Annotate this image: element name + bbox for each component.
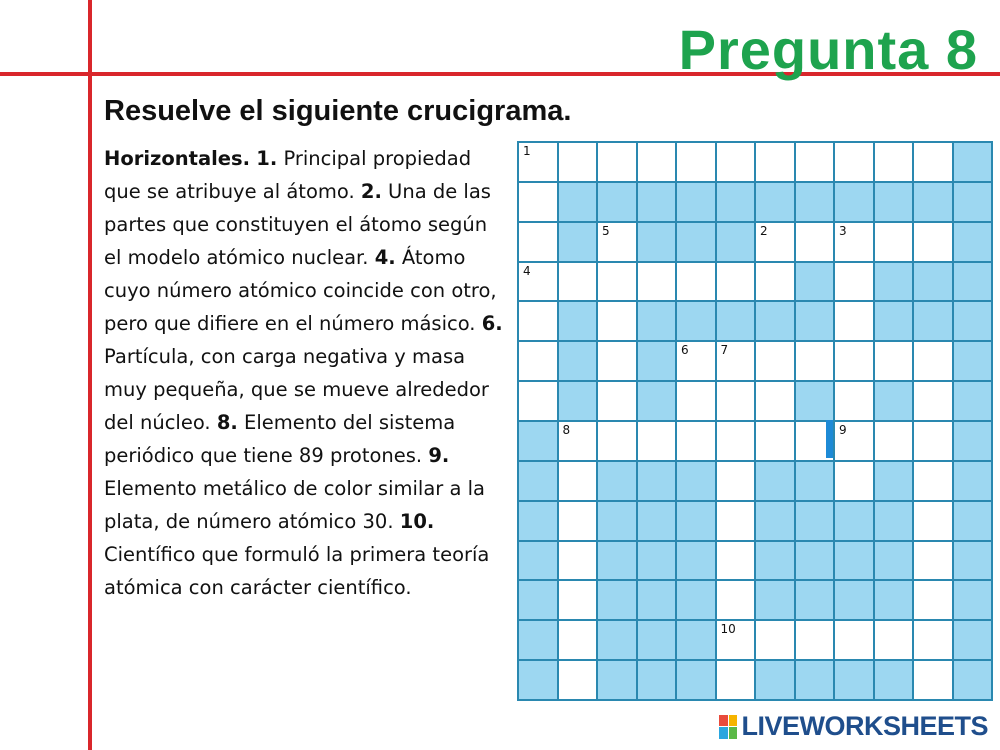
- crossword-answer-cell[interactable]: [519, 302, 557, 340]
- crossword-blocked-cell: [954, 143, 992, 181]
- crossword-blocked-cell: [598, 542, 636, 580]
- clue-number: 2.: [360, 180, 382, 203]
- crossword-answer-cell[interactable]: [914, 462, 952, 500]
- crossword-blocked-cell: [954, 342, 992, 380]
- crossword-blocked-cell: [875, 462, 913, 500]
- crossword-blocked-cell: [875, 263, 913, 301]
- crossword-blocked-cell: [796, 462, 834, 500]
- crossword-answer-cell[interactable]: [559, 462, 597, 500]
- logo-square: [729, 715, 738, 727]
- crossword-answer-cell[interactable]: [717, 263, 755, 301]
- crossword-blocked-cell: [835, 502, 873, 540]
- crossword-grid: [517, 141, 993, 701]
- crossword-answer-cell[interactable]: [559, 502, 597, 540]
- crossword-blocked-cell: [519, 581, 557, 619]
- crossword-blocked-cell: [796, 302, 834, 340]
- crossword-blocked-cell: [559, 223, 597, 261]
- crossword-answer-cell[interactable]: [875, 143, 913, 181]
- clue-text: Científico que formuló la primera teoría atómica con carácter científico.: [104, 543, 490, 599]
- crossword-answer-cell[interactable]: [875, 621, 913, 659]
- crossword-blocked-cell: [756, 183, 794, 221]
- crossword-blocked-cell: [796, 263, 834, 301]
- crossword-blocked-cell: [954, 661, 992, 699]
- crossword-answer-cell[interactable]: [835, 263, 873, 301]
- brand-name: LIVEWORKSHEETS: [741, 711, 988, 741]
- crossword-answer-cell[interactable]: [559, 422, 597, 460]
- crossword-blocked-cell: [796, 183, 834, 221]
- clue-number-label: 8: [562, 423, 571, 437]
- crossword-answer-cell[interactable]: [717, 502, 755, 540]
- crossword-answer-cell[interactable]: [598, 422, 636, 460]
- crossword-blocked-cell: [598, 581, 636, 619]
- crossword-answer-cell[interactable]: [835, 302, 873, 340]
- clue-text: Elemento metálico de color similar a la plata, de número atómico 30.: [104, 477, 486, 533]
- crossword-answer-cell[interactable]: [914, 382, 952, 420]
- crossword-blocked-cell: [954, 621, 992, 659]
- crossword-blocked-cell: [875, 183, 913, 221]
- crossword-blocked-cell: [638, 621, 676, 659]
- crossword-blocked-cell: [598, 502, 636, 540]
- crossword-blocked-cell: [559, 183, 597, 221]
- crossword-blocked-cell: [717, 223, 755, 261]
- crossword-answer-cell[interactable]: [796, 143, 834, 181]
- clue-number: 10.: [399, 510, 435, 533]
- crossword-blocked-cell: [756, 462, 794, 500]
- crossword-blocked-cell: [954, 462, 992, 500]
- clue-number-label: 10: [720, 622, 736, 637]
- crossword-blocked-cell: [954, 422, 992, 460]
- crossword-blocked-cell: [835, 581, 873, 619]
- crossword-answer-cell[interactable]: [756, 263, 794, 301]
- crossword-answer-cell[interactable]: [519, 143, 557, 181]
- crossword-blocked-cell: [796, 581, 834, 619]
- crossword-blocked-cell: [638, 661, 676, 699]
- crossword-answer-cell[interactable]: [677, 263, 715, 301]
- logo-square: [719, 727, 728, 739]
- crossword-answer-cell[interactable]: [559, 143, 597, 181]
- crossword-blocked-cell: [638, 382, 676, 420]
- clue-text: Átomo cuyo número atómico coincide con otro, pero que difiere en el número másico.: [104, 246, 497, 335]
- crossword-blocked-cell: [875, 661, 913, 699]
- clue-number-label: 5: [602, 223, 610, 238]
- crossword-blocked-cell: [954, 502, 992, 540]
- crossword-answer-cell[interactable]: [638, 143, 676, 181]
- crossword-blocked-cell: [796, 382, 834, 420]
- crossword-blocked-cell: [559, 382, 597, 420]
- crossword-answer-cell[interactable]: [756, 422, 794, 460]
- answer-cursor-marker: [826, 420, 833, 458]
- crossword-blocked-cell: [954, 302, 992, 340]
- crossword-blocked-cell: [756, 581, 794, 619]
- crossword-blocked-cell: [954, 382, 992, 420]
- logo-square: [719, 715, 728, 727]
- crossword-answer-cell[interactable]: [835, 462, 873, 500]
- instruction-text: Resuelve el siguiente crucigrama.: [104, 95, 572, 127]
- crossword-blocked-cell: [559, 302, 597, 340]
- crossword-answer-cell[interactable]: [835, 143, 873, 181]
- crossword-answer-cell[interactable]: [519, 263, 557, 301]
- crossword-blocked-cell: [638, 542, 676, 580]
- crossword-answer-cell[interactable]: [519, 183, 557, 221]
- crossword-blocked-cell: [835, 183, 873, 221]
- crossword-answer-cell[interactable]: [559, 621, 597, 659]
- crossword-answer-cell[interactable]: [914, 143, 952, 181]
- crossword-blocked-cell: [677, 621, 715, 659]
- crossword-blocked-cell: [756, 661, 794, 699]
- crossword-blocked-cell: [677, 542, 715, 580]
- clue-text: Elemento del sistema periódico que tiene 89 protones.: [104, 411, 456, 467]
- crossword-answer-cell[interactable]: [559, 263, 597, 301]
- crossword-answer-cell[interactable]: [914, 502, 952, 540]
- crossword-blocked-cell: [875, 542, 913, 580]
- clue-number-label: 4: [523, 263, 531, 278]
- crossword-answer-cell[interactable]: [598, 263, 636, 301]
- crossword-answer-cell[interactable]: [796, 223, 834, 261]
- crossword-answer-cell[interactable]: [914, 342, 952, 380]
- crossword-blocked-cell: [638, 502, 676, 540]
- clue-number-label: 3: [839, 223, 847, 238]
- crossword-blocked-cell: [954, 223, 992, 261]
- crossword-answer-cell[interactable]: [835, 422, 873, 460]
- crossword-answer-cell[interactable]: [914, 422, 952, 460]
- crossword-answer-cell[interactable]: [717, 542, 755, 580]
- crossword-blocked-cell: [677, 581, 715, 619]
- crossword-blocked-cell: [954, 581, 992, 619]
- crossword-answer-cell[interactable]: [835, 223, 873, 261]
- crossword-blocked-cell: [519, 542, 557, 580]
- crossword-answer-cell[interactable]: [914, 542, 952, 580]
- crossword-answer-cell[interactable]: [717, 621, 755, 659]
- crossword-answer-cell[interactable]: [598, 302, 636, 340]
- crossword-blocked-cell: [638, 302, 676, 340]
- crossword-answer-cell[interactable]: [875, 342, 913, 380]
- crossword-blocked-cell: [519, 502, 557, 540]
- crossword-blocked-cell: [677, 223, 715, 261]
- crossword-answer-cell[interactable]: [519, 223, 557, 261]
- liveworksheets-logo: [719, 711, 988, 742]
- crossword-answer-cell[interactable]: [559, 661, 597, 699]
- crossword-blocked-cell: [875, 302, 913, 340]
- clue-number-label: 2: [760, 223, 768, 238]
- crossword-blocked-cell: [598, 183, 636, 221]
- crossword-blocked-cell: [598, 462, 636, 500]
- crossword-answer-cell[interactable]: [638, 263, 676, 301]
- crossword-answer-cell[interactable]: [717, 342, 755, 380]
- crossword-answer-cell[interactable]: [598, 143, 636, 181]
- crossword-blocked-cell: [875, 382, 913, 420]
- crossword-answer-cell[interactable]: [677, 422, 715, 460]
- clue-number: 1.: [256, 147, 278, 170]
- crossword-answer-cell[interactable]: [835, 382, 873, 420]
- crossword-blocked-cell: [677, 661, 715, 699]
- crossword-answer-cell[interactable]: [835, 342, 873, 380]
- crossword-blocked-cell: [835, 661, 873, 699]
- crossword-answer-cell[interactable]: [559, 581, 597, 619]
- crossword-answer-cell[interactable]: [875, 223, 913, 261]
- crossword-blocked-cell: [954, 542, 992, 580]
- crossword-answer-cell[interactable]: [677, 143, 715, 181]
- crossword-answer-cell[interactable]: [914, 223, 952, 261]
- crossword-blocked-cell: [796, 502, 834, 540]
- crossword-answer-cell[interactable]: [914, 621, 952, 659]
- crossword-blocked-cell: [638, 342, 676, 380]
- clue-number: 4.: [374, 246, 396, 269]
- crossword-blocked-cell: [638, 223, 676, 261]
- crossword-answer-cell[interactable]: [717, 382, 755, 420]
- crossword-blocked-cell: [519, 621, 557, 659]
- crossword-blocked-cell: [914, 183, 952, 221]
- clue-number-label: 7: [720, 343, 729, 358]
- crossword-blocked-cell: [519, 422, 557, 460]
- crossword-blocked-cell: [914, 302, 952, 340]
- clues-heading: Horizontales.: [104, 147, 251, 170]
- crossword-blocked-cell: [717, 183, 755, 221]
- crossword-blocked-cell: [954, 183, 992, 221]
- crossword-answer-cell[interactable]: [717, 581, 755, 619]
- clue-number-label: 6: [681, 343, 689, 358]
- crossword-answer-cell[interactable]: [677, 342, 715, 380]
- red-vertical-margin-line: [88, 0, 92, 750]
- crossword-answer-cell[interactable]: [756, 621, 794, 659]
- crossword-blocked-cell: [875, 581, 913, 619]
- crossword-answer-cell[interactable]: [717, 462, 755, 500]
- crossword-answer-cell[interactable]: [717, 661, 755, 699]
- clues-panel: [104, 142, 504, 604]
- crossword-blocked-cell: [756, 502, 794, 540]
- clue-number: 6.: [481, 312, 503, 335]
- crossword-blocked-cell: [677, 462, 715, 500]
- crossword-blocked-cell: [677, 502, 715, 540]
- crossword-blocked-cell: [717, 302, 755, 340]
- crossword-blocked-cell: [519, 661, 557, 699]
- crossword-answer-cell[interactable]: [598, 342, 636, 380]
- crossword-answer-cell[interactable]: [519, 382, 557, 420]
- crossword-blocked-cell: [638, 183, 676, 221]
- crossword-answer-cell[interactable]: [598, 382, 636, 420]
- clue-number-label: 9: [839, 423, 847, 437]
- crossword-blocked-cell: [835, 542, 873, 580]
- clue-number: 8.: [216, 411, 238, 434]
- clue-text: Partícula, con carga negativa y masa muy pequeña, que se mueve alrededor del núcleo.: [104, 345, 489, 434]
- crossword-answer-cell[interactable]: [914, 581, 952, 619]
- crossword-answer-cell[interactable]: [756, 143, 794, 181]
- liveworksheets-mark-icon: [719, 715, 737, 739]
- clue-number: 9.: [428, 444, 450, 467]
- crossword-blocked-cell: [598, 621, 636, 659]
- clue-number-label: 1: [523, 144, 531, 158]
- crossword-answer-cell[interactable]: [875, 422, 913, 460]
- crossword-answer-cell[interactable]: [796, 621, 834, 659]
- crossword-blocked-cell: [519, 462, 557, 500]
- crossword-answer-cell[interactable]: [756, 223, 794, 261]
- crossword-blocked-cell: [796, 542, 834, 580]
- crossword-blocked-cell: [638, 581, 676, 619]
- crossword-answer-cell[interactable]: [796, 342, 834, 380]
- crossword-answer-cell[interactable]: [559, 542, 597, 580]
- crossword-answer-cell[interactable]: [519, 342, 557, 380]
- crossword-answer-cell[interactable]: [677, 382, 715, 420]
- crossword-answer-cell[interactable]: [598, 223, 636, 261]
- crossword-answer-cell[interactable]: [914, 661, 952, 699]
- crossword-answer-cell[interactable]: [638, 422, 676, 460]
- crossword-blocked-cell: [677, 302, 715, 340]
- crossword-blocked-cell: [756, 542, 794, 580]
- crossword-answer-cell[interactable]: [835, 621, 873, 659]
- crossword-answer-cell[interactable]: [717, 422, 755, 460]
- crossword-blocked-cell: [677, 183, 715, 221]
- page-title: Pregunta 8: [678, 18, 978, 81]
- crossword-blocked-cell: [598, 661, 636, 699]
- crossword-answer-cell[interactable]: [756, 342, 794, 380]
- clue-text: Principal propiedad que se atribuye al átomo.: [104, 147, 472, 203]
- crossword-answer-cell[interactable]: [717, 143, 755, 181]
- crossword-blocked-cell: [756, 302, 794, 340]
- crossword-blocked-cell: [559, 342, 597, 380]
- crossword-blocked-cell: [796, 661, 834, 699]
- crossword-blocked-cell: [875, 502, 913, 540]
- clue-text: Una de las partes que constituyen el átomo según el modelo atómico nuclear.: [104, 180, 491, 269]
- crossword-answer-cell[interactable]: [756, 382, 794, 420]
- crossword-blocked-cell: [638, 462, 676, 500]
- crossword-blocked-cell: [914, 263, 952, 301]
- logo-square: [729, 727, 738, 739]
- crossword-blocked-cell: [954, 263, 992, 301]
